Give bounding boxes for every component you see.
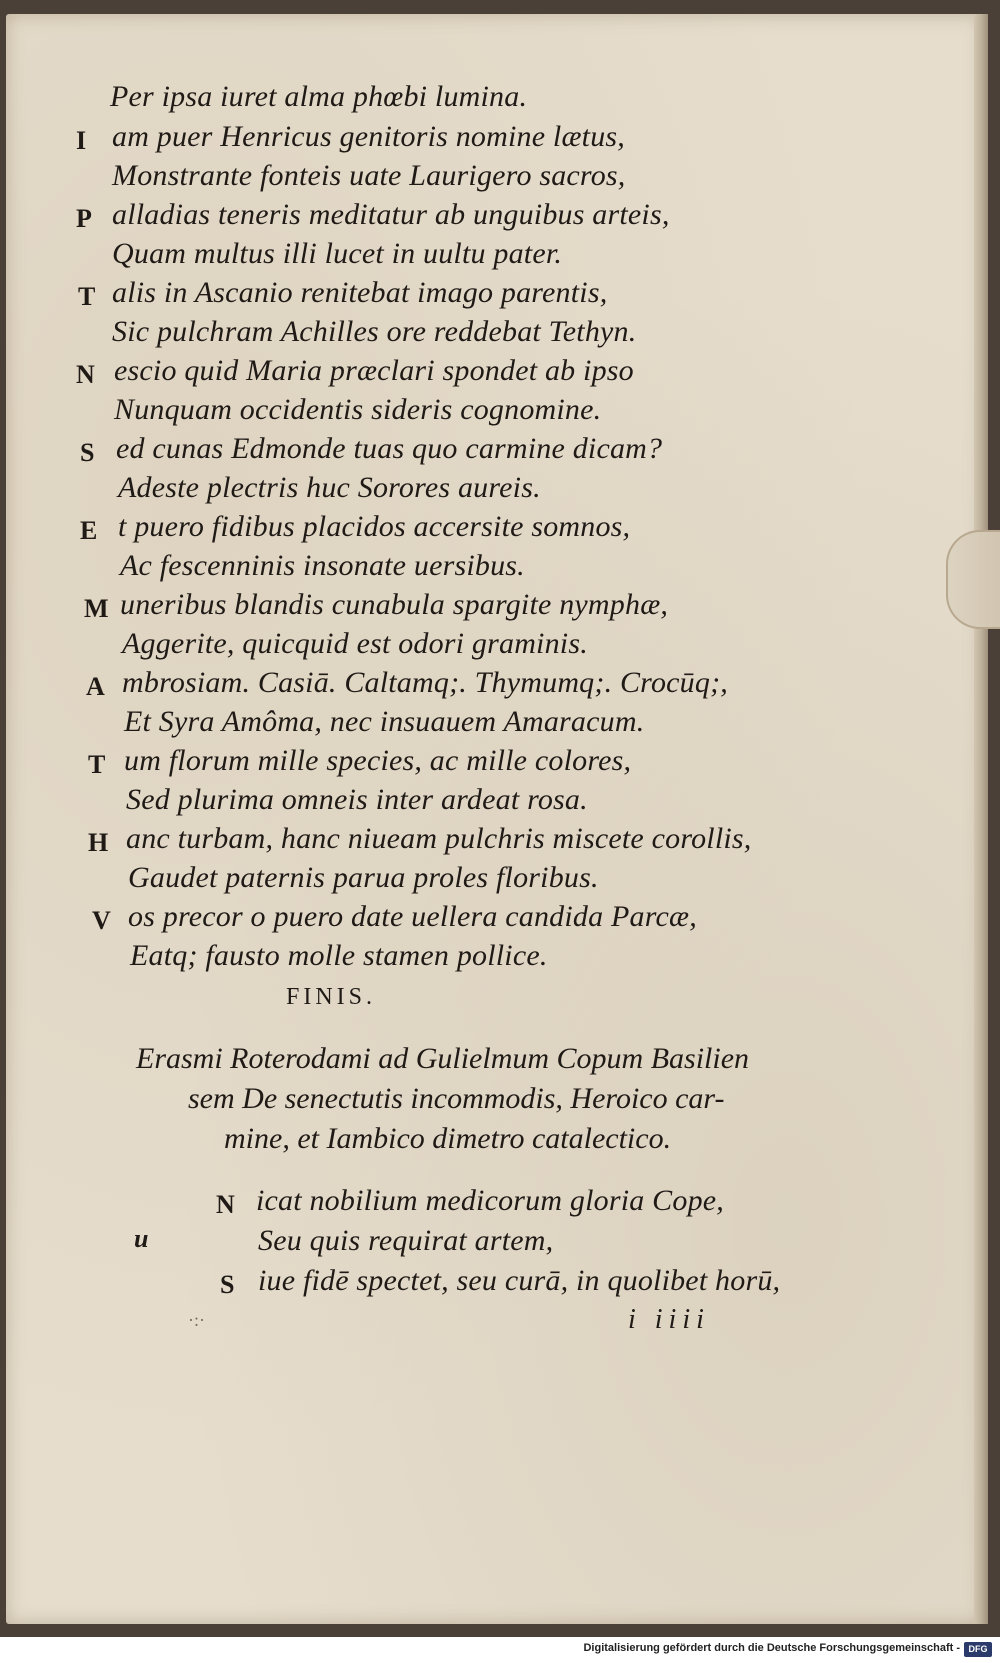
finis-label: FINIS. <box>286 984 377 1010</box>
poem-heading-line: sem De senectutis incommodis, Heroico car- <box>188 1082 725 1115</box>
stanza-line: ed cunas Edmonde tuas quo carmine dicam? <box>116 432 663 465</box>
stanza-line: Adeste plectris huc Sorores aureis. <box>118 471 541 504</box>
stanza-line: iue fidē spectet, seu curā, in quolibet horū, <box>258 1264 781 1297</box>
stanza-initial: N <box>76 360 95 389</box>
stanza-initial: S <box>220 1270 235 1299</box>
stanza-line: uneribus blandis cunabula spargite nymphæ, <box>120 588 669 621</box>
stanza-initial: T <box>88 750 106 779</box>
stanza-line: alis in Ascanio renitebat imago parentis, <box>112 276 608 309</box>
stanza-initial: V <box>92 906 111 935</box>
stanza-line: Et Syra Amôma, nec insuauem Amaracum. <box>124 705 645 738</box>
poem-first-line: Per ipsa iuret alma phœbi lumina. <box>110 80 528 113</box>
stanza-initial: S <box>80 438 95 467</box>
bookmark-tab <box>946 530 1000 629</box>
stanza-line: um florum mille species, ac mille colores, <box>124 744 632 777</box>
footer-bar <box>0 1637 1000 1663</box>
speckle-decoration: ·:· <box>188 1310 205 1330</box>
dfg-logo: DFG <box>964 1642 992 1657</box>
stanza-initial: M <box>84 594 109 623</box>
stanza-line: Sic pulchram Achilles ore reddebat Tethyn. <box>112 315 637 348</box>
stanza-line: Seu quis requirat artem, <box>258 1224 554 1257</box>
footer-credit: Digitalisierung gefördert durch die Deutsche Forschungsgemeinschaft - <box>583 1642 960 1654</box>
poem-heading-line: mine, et Iambico dimetro catalectico. <box>224 1122 672 1155</box>
stanza-line: Eatq; fausto molle stamen pollice. <box>130 939 548 972</box>
stanza-line: icat nobilium medicorum gloria Cope, <box>256 1184 724 1217</box>
signature-mark: i iiii <box>628 1304 710 1335</box>
stanza-initial: P <box>76 204 92 233</box>
stanza-initial: I <box>76 126 87 155</box>
stanza-line: Quam multus illi lucet in uultu pater. <box>112 237 563 270</box>
stanza-line: anc turbam, hanc niueam pulchris miscete corollis, <box>126 822 752 855</box>
stanza-line: escio quid Maria præclari spondet ab ipso <box>114 354 634 387</box>
stanza-initial: A <box>86 672 105 701</box>
stanza-initial: H <box>88 828 109 857</box>
stanza-line: t puero fidibus placidos accersite somnos, <box>118 510 631 543</box>
stanza-line: am puer Henricus genitoris nomine lætus, <box>112 120 625 153</box>
stanza-line: Monstrante fonteis uate Laurigero sacros, <box>112 159 626 192</box>
stanza-line: Gaudet paternis parua proles floribus. <box>128 861 599 894</box>
stanza-line: mbrosiam. Casiā. Caltamq;. Thymumq;. Crocūq;, <box>122 666 728 699</box>
stanza-line: os precor o puero date uellera candida Parcæ, <box>128 900 697 933</box>
margin-mark: u <box>134 1224 149 1253</box>
poem-heading-line: Erasmi Roterodami ad Gulielmum Copum Basilien <box>136 1042 750 1075</box>
stanza-initial: E <box>80 516 98 545</box>
stanza-line: Ac fescenninis insonate uersibus. <box>120 549 525 582</box>
stanza-line: Aggerite, quicquid est odori graminis. <box>122 627 588 660</box>
book-page <box>6 14 982 1624</box>
stanza-line: Nunquam occidentis sideris cognomine. <box>114 393 602 426</box>
stanza-initial: T <box>78 282 96 311</box>
page-edge <box>974 14 988 1624</box>
stanza-initial: N <box>216 1190 235 1219</box>
stanza-line: Sed plurima omneis inter ardeat rosa. <box>126 783 588 816</box>
stanza-line: alladias teneris meditatur ab unguibus arteis, <box>112 198 670 231</box>
